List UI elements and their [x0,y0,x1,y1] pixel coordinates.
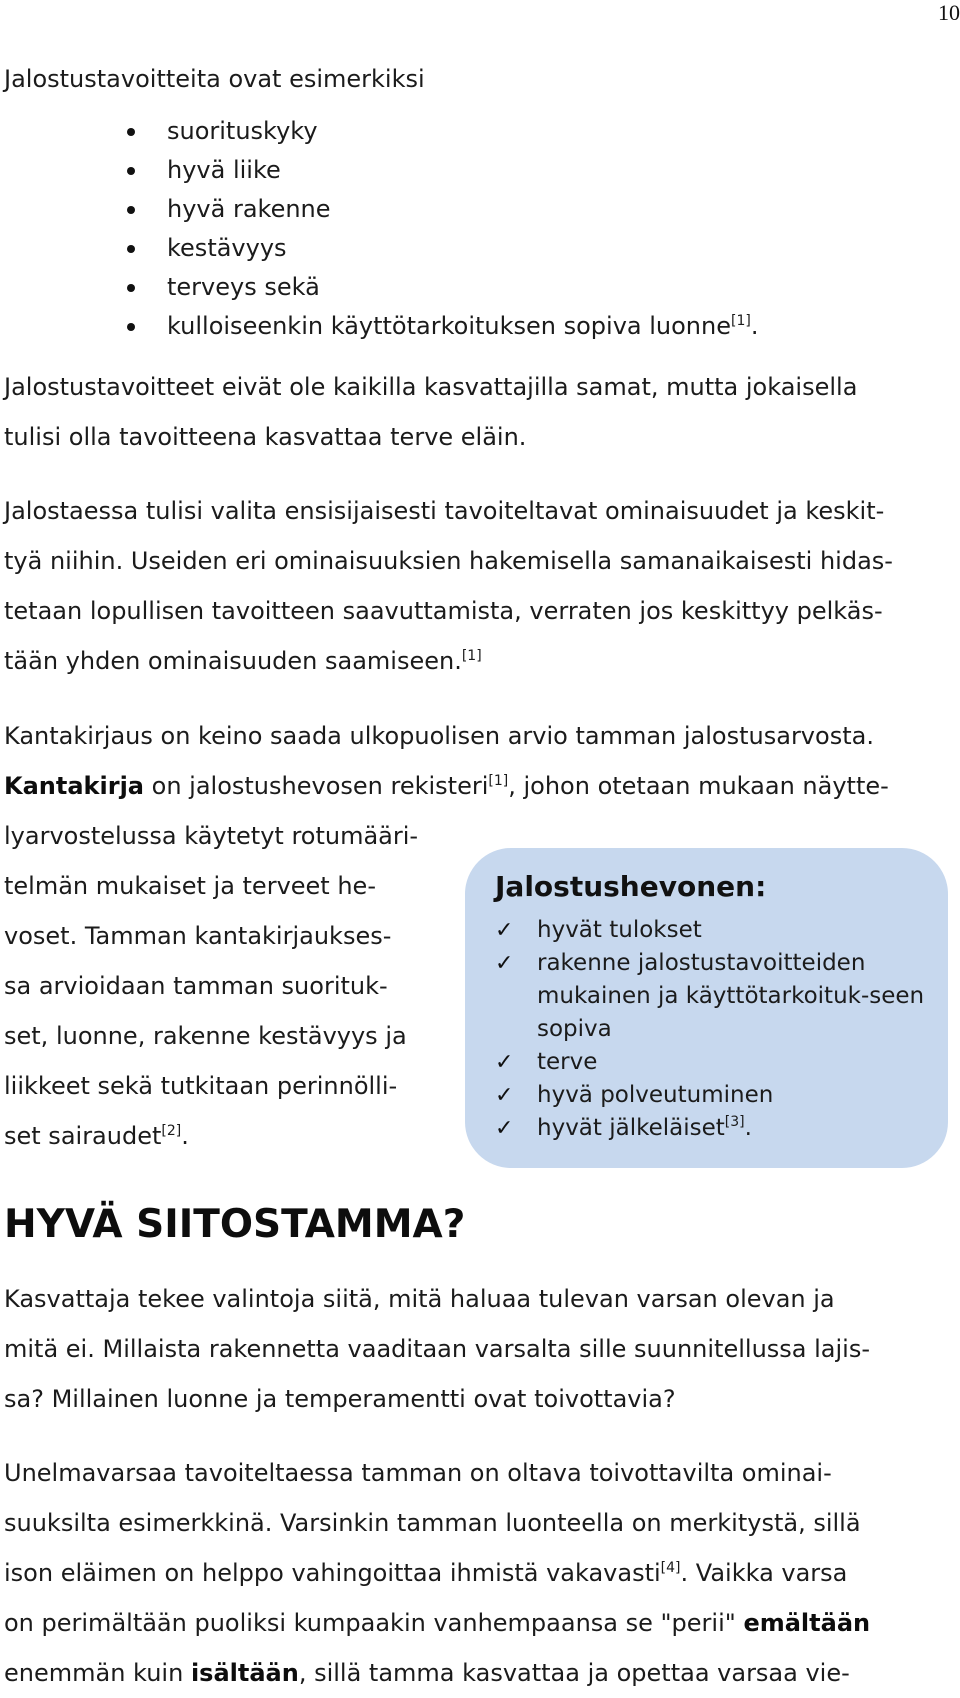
check-icon: ✓ [495,1083,514,1108]
term-isaltaan: isältään [190,1659,299,1687]
checklist [495,914,927,1145]
check-icon: ✓ [495,951,514,976]
list-item: ✓ hyvät tulokset [495,914,927,947]
intro-text: Jalostustavoitteita ovat esimerkiksi [4,65,425,93]
list-item: kestävyys [0,229,758,268]
citation: [3] [724,1114,745,1130]
citation: [1] [461,648,482,664]
list-item: ✓ hyvä polveutuminen [495,1079,927,1112]
section-heading: HYVÄ SIITOSTAMMA? [4,1202,466,1247]
check-icon: ✓ [495,918,514,943]
list-item: kulloiseenkin käyttötarkoituksen sopiva luonne[1]. [0,307,758,346]
list-item: suorituskyky [0,112,758,151]
list-item: hyvä rakenne [0,190,758,229]
check-icon: ✓ [495,1116,514,1141]
check-icon: ✓ [495,1050,514,1075]
page-number: 10 [938,0,960,25]
list-item: ✓ terve [495,1046,927,1079]
goals-list [0,112,758,346]
citation: [4] [660,1560,681,1576]
citation: [1] [731,313,751,329]
term-kantakirja: Kantakirja [4,772,144,800]
list-item: ✓ rakenne jalostustavoitteiden mukainen ja käyttötarkoituk-seen sopiva [495,947,927,1046]
list-item: ✓ hyvät jälkeläiset[3]. [495,1112,927,1145]
list-item: terveys sekä [0,268,758,307]
citation: [1] [488,773,509,789]
term-emaltaan: emältään [743,1609,871,1637]
list-item: hyvä liike [0,151,758,190]
citation: [2] [161,1123,182,1139]
breeding-horse-box [465,848,948,1168]
box-title: Jalostushevonen: [495,870,767,903]
